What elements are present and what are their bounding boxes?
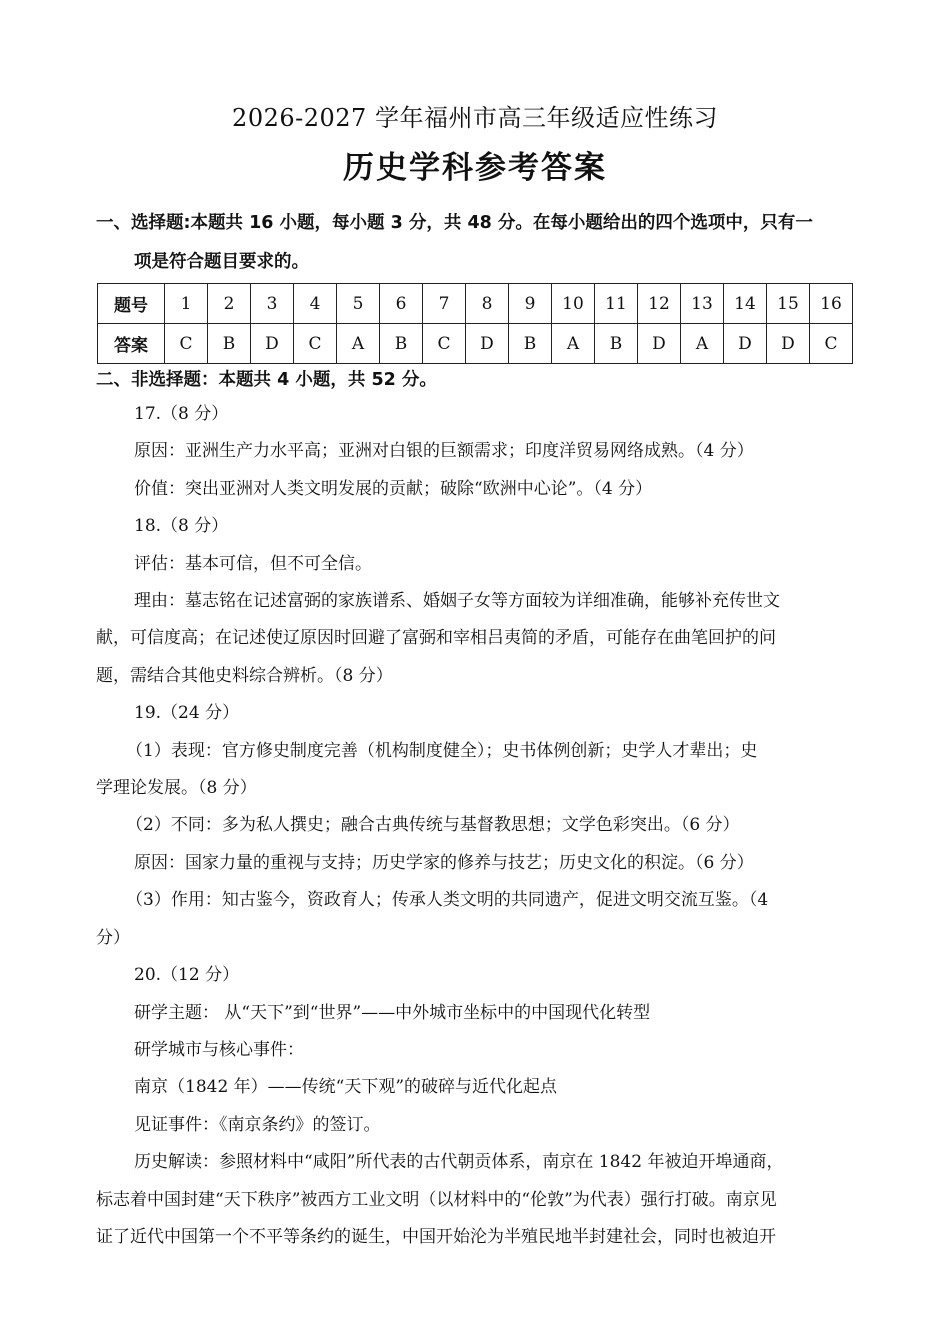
q19-part3-line-2: 分） bbox=[96, 927, 130, 948]
answer-cell: D bbox=[466, 324, 509, 364]
q19-part2-reason: 原因：国家力量的重视与支持；历史学家的修养与技艺；历史文化的积淀。（6 分） bbox=[134, 852, 754, 873]
page-title: 2026-2027 学年福州市高三年级适应性练习 bbox=[232, 104, 718, 132]
q18-reason-line-3: 题，需结合其他史料综合辨析。（8 分） bbox=[96, 665, 393, 686]
q20-heading: 20.（12 分） bbox=[134, 965, 240, 986]
answer-label: 答案 bbox=[98, 324, 165, 364]
free-response-answers bbox=[96, 396, 856, 1256]
question-number-cell: 4 bbox=[294, 284, 337, 324]
answer-cell: D bbox=[251, 324, 294, 364]
question-number-cell: 13 bbox=[681, 284, 724, 324]
q20-cities-label: 研学城市与核心事件： bbox=[134, 1039, 304, 1060]
q17-value: 价值：突出亚洲对人类文明发展的贡献；破除“欧洲中心论”。（4 分） bbox=[134, 478, 653, 499]
answer-key-table bbox=[97, 283, 853, 364]
q18-reason-line-1: 理由：墓志铭在记述富弼的家族谱系、婚姻子女等方面较为详细准确，能够补充传世文 bbox=[134, 591, 780, 612]
answer-cell: D bbox=[767, 324, 810, 364]
answer-cell: B bbox=[208, 324, 251, 364]
question-number-cell: 9 bbox=[509, 284, 552, 324]
question-number-cell: 2 bbox=[208, 284, 251, 324]
answer-cell: D bbox=[724, 324, 767, 364]
section-2-heading: 二、非选择题：本题共 4 小题，共 52 分。 bbox=[96, 370, 437, 390]
question-number-cell: 1 bbox=[165, 284, 208, 324]
question-number-label: 题号 bbox=[98, 284, 165, 324]
q20-theme: 研学主题： 从“天下”到“世界”——中外城市坐标中的中国现代化转型 bbox=[134, 1002, 651, 1023]
answer-cell: B bbox=[509, 324, 552, 364]
answer-cell: B bbox=[380, 324, 423, 364]
question-number-cell: 6 bbox=[380, 284, 423, 324]
question-number-cell: 10 bbox=[552, 284, 595, 324]
q19-part1-line-2: 学理论发展。（8 分） bbox=[96, 778, 257, 799]
question-number-cell: 8 bbox=[466, 284, 509, 324]
q20-interpretation-line-2: 标志着中国封建“天下秩序”被西方工业文明（以材料中的“伦敦”为代表）强行打破。南京见 bbox=[96, 1189, 777, 1210]
question-number-cell: 16 bbox=[810, 284, 853, 324]
question-number-cell: 12 bbox=[638, 284, 681, 324]
q17-heading: 17.（8 分） bbox=[134, 404, 229, 424]
question-number-cell: 14 bbox=[724, 284, 767, 324]
q20-nanjing: 南京（1842 年）——传统“天下观”的破碎与近代化起点 bbox=[134, 1077, 558, 1098]
question-number-cell: 15 bbox=[767, 284, 810, 324]
question-number-row bbox=[98, 284, 853, 324]
answer-cell: A bbox=[552, 324, 595, 364]
answer-cell: B bbox=[595, 324, 638, 364]
answer-cell: C bbox=[810, 324, 853, 364]
section-1-line-2: 项是符合题目要求的。 bbox=[134, 252, 309, 272]
q19-part2: （2）不同：多为私人撰史；融合古典传统与基督教思想；文学色彩突出。（6 分） bbox=[126, 815, 740, 836]
q17-reason: 原因：亚洲生产力水平高；亚洲对白银的巨额需求；印度洋贸易网络成熟。（4 分） bbox=[134, 441, 754, 462]
q19-part1-line-1: （1）表现：官方修史制度完善（机构制度健全）；史书体例创新；史学人才辈出；史 bbox=[126, 740, 758, 761]
answer-row bbox=[98, 324, 853, 364]
question-number-cell: 11 bbox=[595, 284, 638, 324]
q20-interpretation-line-3: 证了近代中国第一个不平等条约的诞生，中国开始沦为半殖民地半封建社会，同时也被迫开 bbox=[96, 1226, 776, 1247]
question-number-cell: 3 bbox=[251, 284, 294, 324]
q18-evaluation: 评估：基本可信，但不可全信。 bbox=[134, 553, 372, 574]
q20-interpretation-line-1: 历史解读：参照材料中“咸阳”所代表的古代朝贡体系，南京在 1842 年被迫开埠通商， bbox=[134, 1152, 784, 1173]
answer-cell: D bbox=[638, 324, 681, 364]
section-multiple-choice-heading bbox=[96, 204, 866, 282]
q18-reason-line-2: 献，可信度高；在记述使辽原因时回避了富弼和宰相吕夷简的矛盾，可能存在曲笔回护的问 bbox=[96, 628, 776, 649]
answer-cell: A bbox=[337, 324, 380, 364]
question-number-cell: 7 bbox=[423, 284, 466, 324]
q19-heading: 19.（24 分） bbox=[134, 703, 240, 724]
answer-cell: C bbox=[165, 324, 208, 364]
question-number-cell: 5 bbox=[337, 284, 380, 324]
q20-event: 见证事件：《南京条约》的签订。 bbox=[134, 1114, 381, 1135]
q18-heading: 18.（8 分） bbox=[134, 516, 229, 537]
answer-cell: C bbox=[294, 324, 337, 364]
answer-cell: A bbox=[681, 324, 724, 364]
answer-cell: C bbox=[423, 324, 466, 364]
q19-part3-line-1: （3）作用：知古鉴今，资政育人；传承人类文明的共同遗产，促进文明交流互鉴。（4 bbox=[126, 890, 769, 911]
page-subtitle: 历史学科参考答案 bbox=[343, 150, 607, 186]
section-1-line-1: 一、选择题:本题共 16 小题，每小题 3 分，共 48 分。在每小题给出的四个选项中，只有一 bbox=[96, 213, 813, 233]
